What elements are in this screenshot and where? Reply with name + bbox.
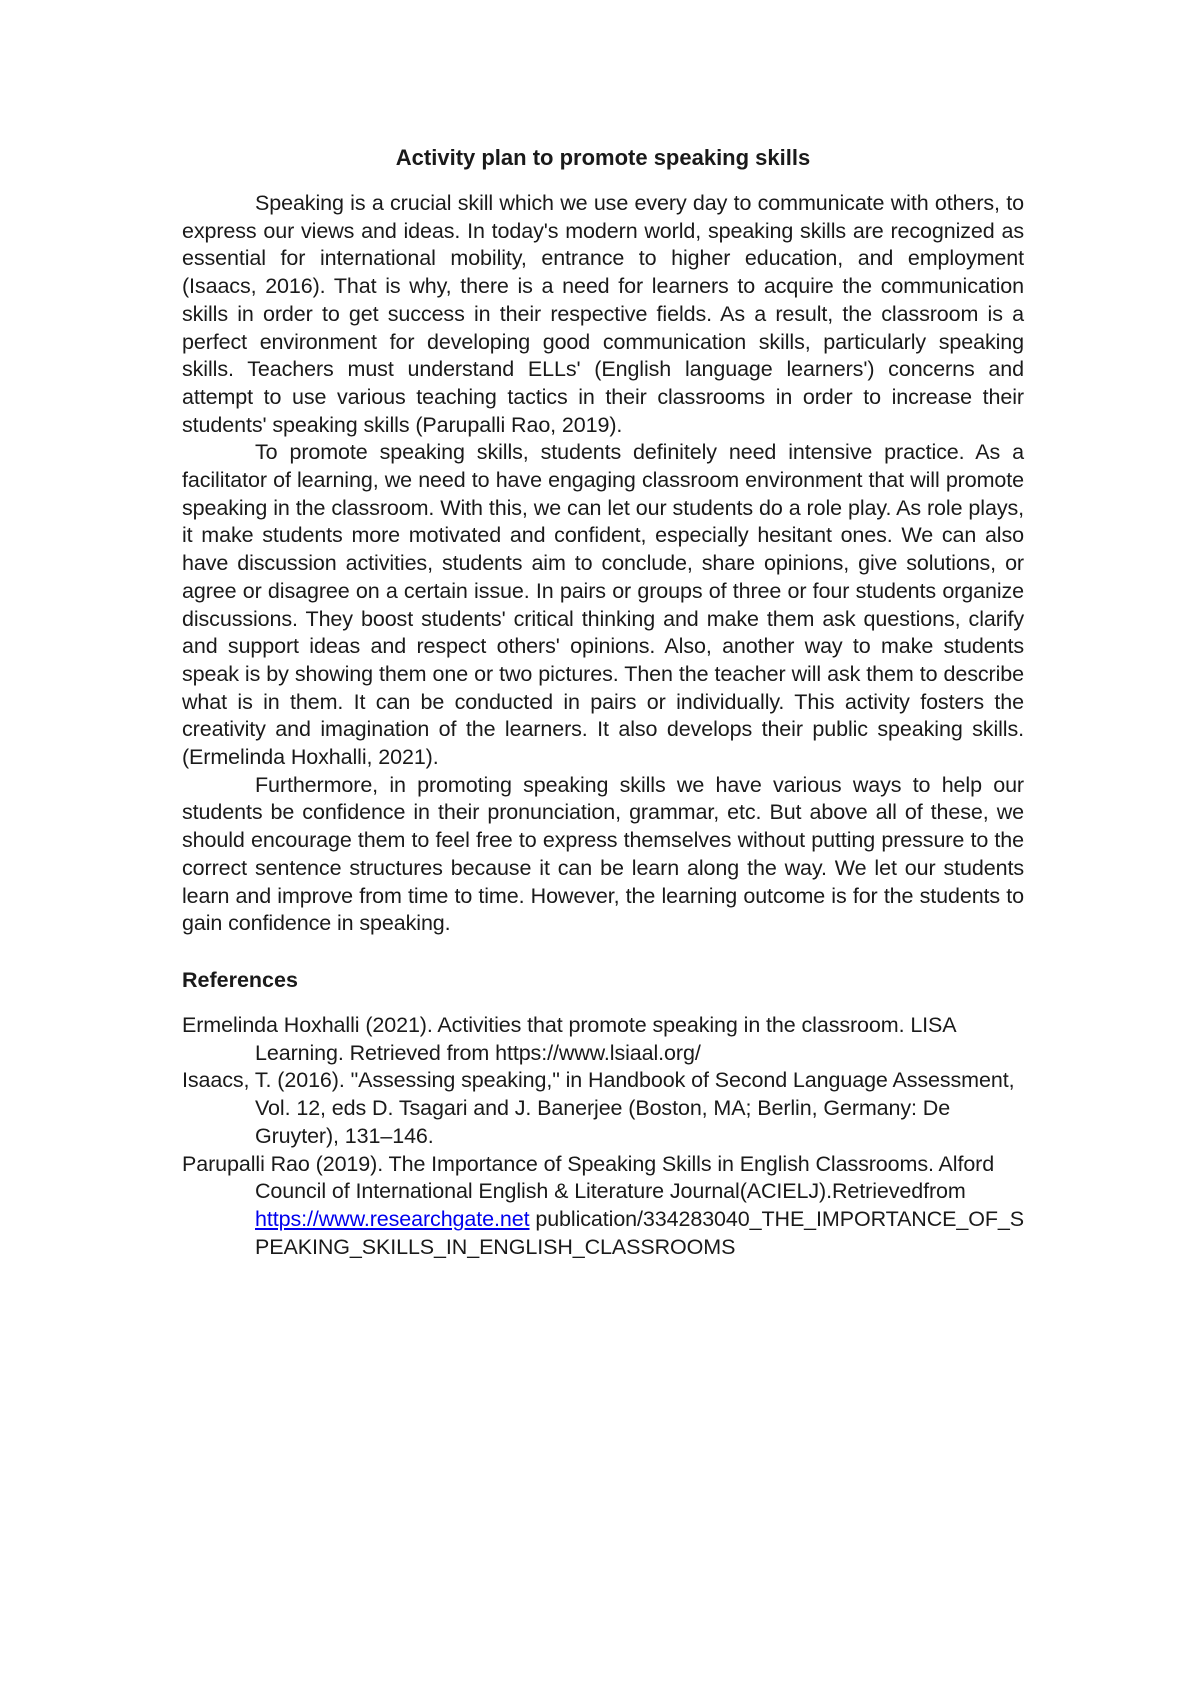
reference-rao-text: Parupalli Rao (2019). The Importance of Speaking Skills in English Classrooms. Alford Council of International English & Literature Journal(ACIELJ).Retrievedfrom [182,1151,995,1204]
reference-item-rao [182,1151,1024,1262]
body-paragraph-1: Speaking is a crucial skill which we use every day to communicate with others, to express our views and ideas. In today's modern world, speaking skills are recognized as essential for international mobility, entrance to higher education, and employment (Isaacs, 2016). That is why, there is a need for learners to acquire the communication skills in order to get success in their respective fields. As a result, the classroom is a perfect environment for developing good communication skills, particularly speaking skills. Teachers must understand ELLs' (English language learners') concerns and attempt to use various teaching tactics in their classrooms in order to increase their students' speaking skills (Parupalli Rao, 2019). [182,191,1024,437]
reference-rao-path: publication/334283040_THE_IMPORTANCE_OF_SPEAKING_SKILLS_IN_ENGLISH_CLASSROOMS [255,1206,1025,1259]
body-paragraph-3: Furthermore, in promoting speaking skills we have various ways to help our students be confidence in their pronunciation, grammar, etc. But above all of these, we should encourage them to feel free to express themselves without putting pressure to the correct sentence structures because it can be learn along the way. We let our students learn and improve from time to time. However, the learning outcome is for the students to gain confidence in speaking. [182,772,1024,936]
reference-item-hoxhalli: Ermelinda Hoxhalli (2021). Activities that promote speaking in the classroom. LISA Learning. Retrieved from https://www.lsiaal.org/ [182,1012,956,1065]
document-page [182,144,1024,1261]
body-paragraph-2: To promote speaking skills, students definitely need intensive practice. As a facilitator of learning, we need to have engaging classroom environment that will promote speaking in the classroom. With this, we can let our students do a role play. As role plays, it make students more motivated and confident, especially hesitant ones. We can also have discussion activities, students aim to conclude, share opinions, give solutions, or agree or disagree on a certain issue. In pairs or groups of three or four students organize discussions. They boost students' critical thinking and make them ask questions, clarify and support ideas and respect others' opinions. Also, another way to make students speak is by showing them one or two pictures. Then the teacher will ask them to describe what is in them. It can be conducted in pairs or individually. This activity fosters the creativity and imagination of the learners. It also develops their public speaking skills. (Ermelinda Hoxhalli, 2021). [182,440,1024,770]
references-heading: References [182,967,298,992]
document-title: Activity plan to promote speaking skills [395,145,811,170]
reference-item-isaacs: Isaacs, T. (2016). "Assessing speaking," in Handbook of Second Language Assessment, Vol. 12, eds D. Tsagari and J. Banerjee (Boston, MA; Berlin, Germany: De Gruyter), 131–146. [182,1068,1015,1148]
researchgate-link[interactable]: https://www.researchgate.net [255,1206,530,1231]
